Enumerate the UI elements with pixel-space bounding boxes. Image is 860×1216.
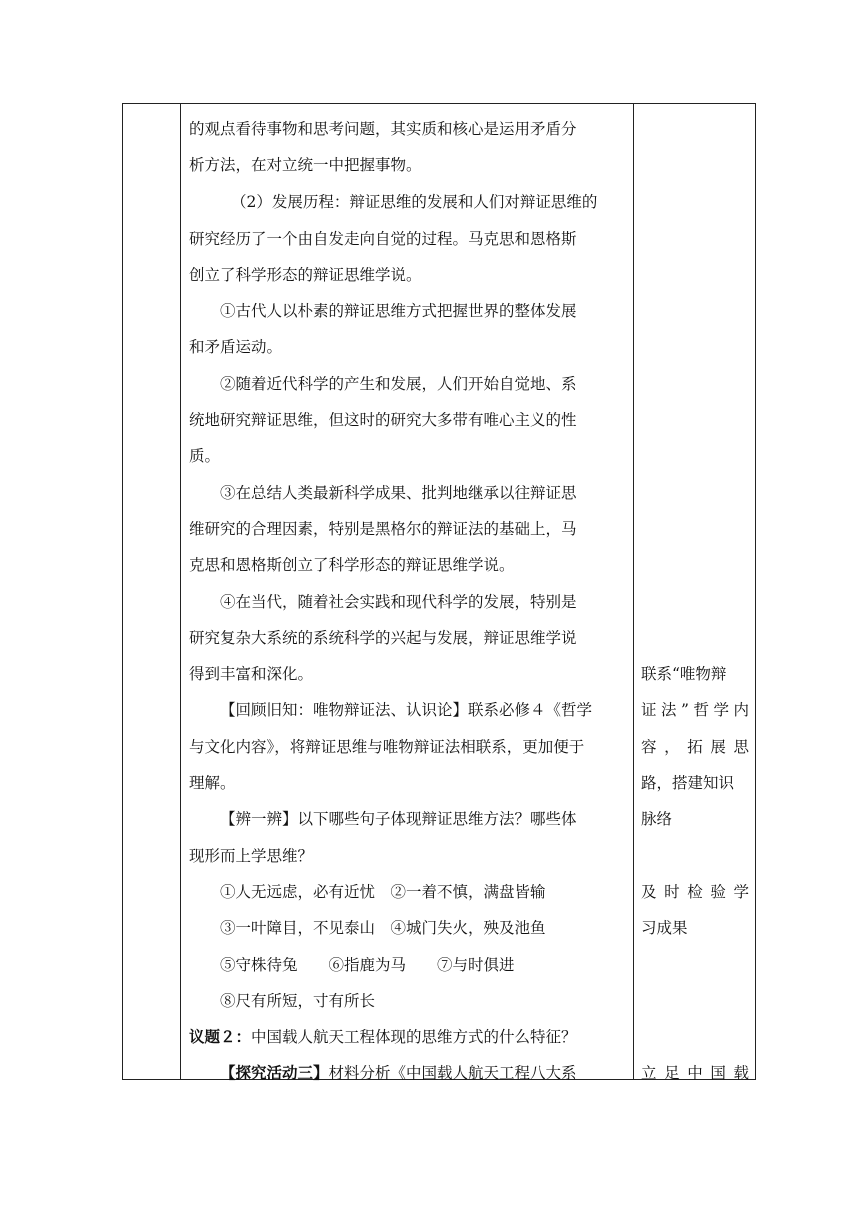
- note-line: 证法”哲学内: [641, 701, 749, 719]
- text-line: 【辨一辨】以下哪些句子体现辩证思维方法？哪些体: [220, 810, 577, 828]
- text-line: 克思和恩格斯创立了科学形态的辩证思维学说。: [189, 556, 515, 574]
- text-line: 维研究的合理因素，特别是黑格尔的辩证法的基础上，马: [189, 520, 577, 538]
- activity-3-label: 【探究活动三】: [220, 1063, 329, 1082]
- text-line: 得到丰富和深化。: [189, 665, 314, 683]
- text-line: ②随着近代科学的产生和发展，人们开始自觉地、系: [220, 375, 577, 393]
- note-line: 脉络: [641, 810, 673, 828]
- column-divider-left: [180, 104, 181, 1079]
- activity-3-text: 材料分析《中国载人航天工程八大系: [328, 1064, 577, 1082]
- column-divider-right: [633, 104, 634, 1079]
- issue-2-heading: [189, 1027, 577, 1047]
- text-line: 理解。: [189, 774, 236, 792]
- text-line: ⑤守株待兔 ⑥指鹿为马 ⑦与时俱进: [220, 956, 515, 974]
- text-line: （2）发展历程：辩证思维的发展和人们对辩证思维的: [231, 193, 598, 211]
- text-line: 质。: [189, 447, 221, 465]
- note-line: 容，拓展思: [641, 738, 749, 756]
- text-line: 与文化内容》，将辩证思维与唯物辩证法相联系，更加便于: [189, 738, 585, 756]
- text-line: ③在总结人类最新科学成果、批判地继承以往辩证思: [220, 484, 577, 502]
- text-line: 现形而上学思维？: [189, 847, 314, 865]
- note-line: 联系“唯物辩: [641, 665, 727, 683]
- note-line: 习成果: [641, 919, 688, 937]
- text-line: 创立了科学形态的辩证思维学说。: [189, 266, 422, 284]
- issue-2-label: 议题２：: [189, 1027, 252, 1046]
- note-line: 立足中国载: [641, 1064, 749, 1082]
- text-line: 的观点看待事物和思考问题，其实质和核心是运用矛盾分: [189, 120, 577, 138]
- text-line: ①人无远虑，必有近忧 ②一着不慎，满盘皆输: [220, 883, 546, 901]
- text-line: ③一叶障目，不见泰山 ④城门失火，殃及池鱼: [220, 919, 546, 937]
- activity-3-line: [220, 1063, 577, 1083]
- text-line: 析方法，在对立统一中把握事物。: [189, 156, 422, 174]
- text-line: 和矛盾运动。: [189, 338, 283, 356]
- text-line: ④在当代，随着社会实践和现代科学的发展，特别是: [220, 593, 577, 611]
- text-line: 【回顾旧知：唯物辩证法、认识论】联系必修４《哲学: [220, 701, 593, 719]
- note-line: 及时检验学: [641, 883, 749, 901]
- text-line: ⑧尺有所短，寸有所长: [220, 992, 376, 1010]
- lesson-table: [122, 103, 756, 1080]
- text-line: ①古代人以朴素的辩证思维方式把握世界的整体发展: [220, 302, 577, 320]
- text-line: 统地研究辩证思维，但这时的研究大多带有唯心主义的性: [189, 411, 577, 429]
- note-line: 路，搭建知识: [641, 774, 735, 792]
- text-line: 研究复杂大系统的系统科学的兴起与发展，辩证思维学说: [189, 629, 577, 647]
- text-line: 研究经历了一个由自发走向自觉的过程。马克思和恩格斯: [189, 230, 577, 248]
- issue-2-text: 中国载人航天工程体现的思维方式的什么特征？: [251, 1028, 577, 1046]
